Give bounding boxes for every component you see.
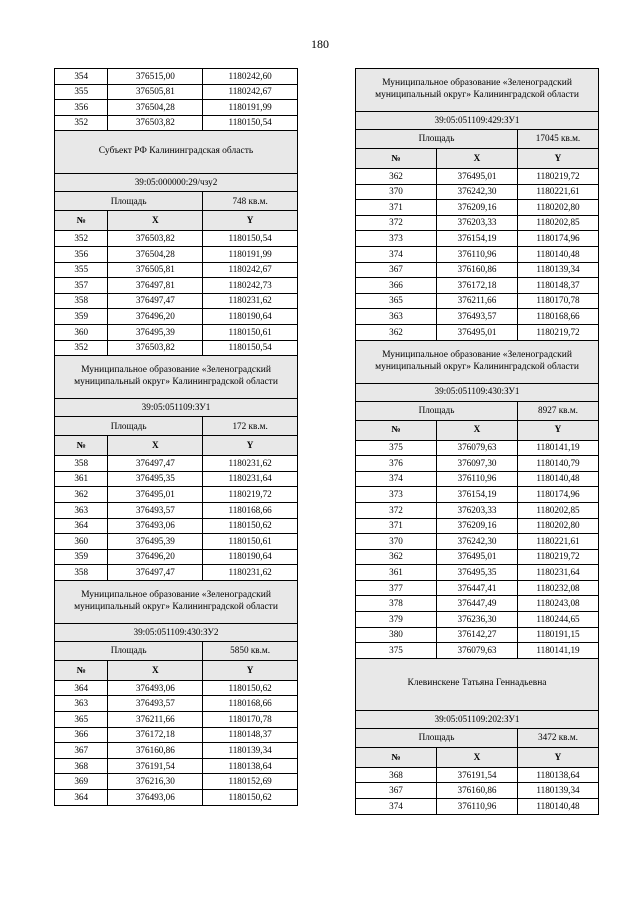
point-number: 362 [55, 487, 108, 503]
coordinate-row [356, 293, 599, 309]
y-coordinate: 1180231,62 [203, 456, 298, 472]
coordinate-row [55, 790, 298, 806]
point-number: 355 [55, 262, 108, 278]
coordinate-row [356, 278, 599, 294]
y-coordinate: 1180140,48 [518, 471, 599, 487]
point-number: 364 [55, 680, 108, 696]
area-row [356, 728, 599, 747]
point-number: 370 [356, 184, 437, 200]
owner-name: Субъект РФ Калининградская область [55, 131, 298, 174]
x-coordinate: 376495,01 [437, 549, 518, 565]
owner-name: Муниципальное образование «Зеленоградский муниципальный округ» Калининградской области [55, 356, 298, 399]
point-number: 376 [356, 456, 437, 472]
cadastral-number: 39:05:051109:202:ЗУ1 [356, 710, 599, 728]
x-coordinate: 376505,81 [108, 84, 203, 100]
point-number: 366 [55, 727, 108, 743]
x-coordinate: 376495,35 [108, 471, 203, 487]
coordinate-row [356, 502, 599, 518]
point-number: 356 [55, 100, 108, 116]
y-coordinate: 1180138,64 [203, 758, 298, 774]
y-coordinate: 1180140,48 [518, 799, 599, 815]
x-coordinate: 376172,18 [437, 278, 518, 294]
x-coordinate: 376503,82 [108, 340, 203, 356]
y-coordinate: 1180190,64 [203, 549, 298, 565]
x-coordinate: 376447,41 [437, 580, 518, 596]
area-value: 17045 кв.м. [518, 130, 599, 149]
point-number: 362 [356, 324, 437, 340]
point-number: 367 [356, 262, 437, 278]
point-number: 358 [55, 293, 108, 309]
x-coordinate: 376497,47 [108, 293, 203, 309]
y-coordinate: 1180150,62 [203, 680, 298, 696]
y-coordinate: 1180139,34 [203, 743, 298, 759]
column-header-row [356, 420, 599, 440]
area-value: 8927 кв.м. [518, 401, 599, 420]
y-coordinate: 1180141,19 [518, 440, 599, 456]
x-coordinate: 376160,86 [437, 783, 518, 799]
x-coordinate: 376211,66 [437, 293, 518, 309]
point-number: 364 [55, 518, 108, 534]
y-coordinate: 1180140,79 [518, 456, 599, 472]
y-coordinate: 1180191,15 [518, 627, 599, 643]
coordinate-row [55, 743, 298, 759]
header-x: X [108, 436, 203, 456]
point-number: 368 [55, 758, 108, 774]
y-coordinate: 1180242,73 [203, 278, 298, 294]
x-coordinate: 376079,63 [437, 440, 518, 456]
y-coordinate: 1180168,66 [203, 502, 298, 518]
x-coordinate: 376191,54 [437, 767, 518, 783]
y-coordinate: 1180231,62 [203, 293, 298, 309]
coordinate-row [356, 231, 599, 247]
area-row [55, 417, 298, 436]
x-coordinate: 376493,57 [108, 502, 203, 518]
point-number: 367 [55, 743, 108, 759]
cadastral-row [55, 399, 298, 417]
point-number: 371 [356, 518, 437, 534]
coordinate-row [55, 502, 298, 518]
header-number: № [356, 420, 437, 440]
page-number: 180 [311, 37, 329, 51]
right-column [355, 68, 599, 815]
x-coordinate: 376211,66 [108, 712, 203, 728]
point-number: 379 [356, 612, 437, 628]
coordinate-row [356, 169, 599, 185]
coordinate-row [55, 309, 298, 325]
owner-name: Муниципальное образование «Зеленоградский муниципальный округ» Калининградской области [55, 580, 298, 623]
coordinate-row [356, 767, 599, 783]
x-coordinate: 376496,20 [108, 549, 203, 565]
y-coordinate: 1180148,37 [203, 727, 298, 743]
owner-row [55, 356, 298, 399]
y-coordinate: 1180174,96 [518, 231, 599, 247]
header-number: № [55, 211, 108, 231]
coordinate-row [356, 799, 599, 815]
y-coordinate: 1180140,48 [518, 246, 599, 262]
coordinate-row [356, 324, 599, 340]
coordinate-row [55, 774, 298, 790]
y-coordinate: 1180219,72 [518, 169, 599, 185]
point-number: 373 [356, 487, 437, 503]
coordinate-row [55, 456, 298, 472]
x-coordinate: 376505,81 [108, 262, 203, 278]
coordinate-row [356, 309, 599, 325]
cadastral-row [356, 383, 599, 401]
x-coordinate: 376203,33 [437, 502, 518, 518]
area-label: Площадь [55, 192, 203, 211]
y-coordinate: 1180242,60 [203, 69, 298, 85]
x-coordinate: 376497,47 [108, 456, 203, 472]
right-table [355, 68, 599, 815]
owner-row [356, 658, 599, 710]
header-x: X [437, 420, 518, 440]
point-number: 360 [55, 534, 108, 550]
point-number: 375 [356, 440, 437, 456]
coordinate-row [55, 262, 298, 278]
point-number: 372 [356, 502, 437, 518]
header-x: X [108, 211, 203, 231]
x-coordinate: 376447,49 [437, 596, 518, 612]
cadastral-number: 39:05:051109:429:ЗУ1 [356, 112, 599, 130]
point-number: 377 [356, 580, 437, 596]
coordinate-row [356, 580, 599, 596]
y-coordinate: 1180242,67 [203, 262, 298, 278]
point-number: 368 [356, 767, 437, 783]
point-number: 362 [356, 169, 437, 185]
coordinate-row [356, 487, 599, 503]
y-coordinate: 1180174,96 [518, 487, 599, 503]
owner-name: Муниципальное образование «Зеленоградский муниципальный округ» Калининградской области [356, 69, 599, 112]
point-number: 352 [55, 115, 108, 131]
owner-row [55, 580, 298, 623]
coordinate-row [356, 262, 599, 278]
point-number: 374 [356, 246, 437, 262]
point-number: 361 [356, 565, 437, 581]
x-coordinate: 376203,33 [437, 215, 518, 231]
point-number: 374 [356, 799, 437, 815]
y-coordinate: 1180139,34 [518, 783, 599, 799]
coordinate-row [55, 727, 298, 743]
x-coordinate: 376209,16 [437, 200, 518, 216]
y-coordinate: 1180148,37 [518, 278, 599, 294]
owner-row [356, 69, 599, 112]
header-y: Y [518, 149, 599, 169]
point-number: 358 [55, 565, 108, 581]
point-number: 356 [55, 246, 108, 262]
header-y: Y [203, 211, 298, 231]
area-label: Площадь [356, 130, 518, 149]
area-row [356, 130, 599, 149]
point-number: 357 [55, 278, 108, 294]
area-row [55, 641, 298, 660]
coordinate-row [356, 200, 599, 216]
point-number: 366 [356, 278, 437, 294]
column-header-row [55, 660, 298, 680]
point-number: 365 [356, 293, 437, 309]
x-coordinate: 376493,06 [108, 790, 203, 806]
header-y: Y [203, 436, 298, 456]
y-coordinate: 1180231,64 [203, 471, 298, 487]
point-number: 373 [356, 231, 437, 247]
y-coordinate: 1180150,62 [203, 790, 298, 806]
y-coordinate: 1180152,69 [203, 774, 298, 790]
x-coordinate: 376504,28 [108, 246, 203, 262]
coordinate-row [55, 69, 298, 85]
x-coordinate: 376495,35 [437, 565, 518, 581]
area-value: 172 кв.м. [203, 417, 298, 436]
column-header-row [356, 149, 599, 169]
coordinate-row [356, 643, 599, 659]
header-number: № [55, 660, 108, 680]
x-coordinate: 376242,30 [437, 534, 518, 550]
x-coordinate: 376493,06 [108, 680, 203, 696]
x-coordinate: 376209,16 [437, 518, 518, 534]
area-row [55, 192, 298, 211]
coordinate-row [55, 758, 298, 774]
x-coordinate: 376503,82 [108, 115, 203, 131]
owner-name: Клевинскене Татьяна Геннадьевна [356, 658, 599, 710]
x-coordinate: 376097,30 [437, 456, 518, 472]
x-coordinate: 376154,19 [437, 487, 518, 503]
point-number: 371 [356, 200, 437, 216]
coordinate-row [55, 518, 298, 534]
area-row [356, 401, 599, 420]
column-header-row [55, 211, 298, 231]
x-coordinate: 376495,01 [437, 324, 518, 340]
x-coordinate: 376495,39 [108, 534, 203, 550]
cadastral-row [356, 710, 599, 728]
coordinate-row [55, 324, 298, 340]
x-coordinate: 376110,96 [437, 799, 518, 815]
coordinate-row [55, 115, 298, 131]
y-coordinate: 1180150,61 [203, 534, 298, 550]
cadastral-number: 39:05:051109:430:ЗУ1 [356, 383, 599, 401]
left-table [54, 68, 298, 806]
coordinate-row [356, 456, 599, 472]
x-coordinate: 376493,57 [437, 309, 518, 325]
y-coordinate: 1180232,08 [518, 580, 599, 596]
point-number: 365 [55, 712, 108, 728]
point-number: 359 [55, 309, 108, 325]
coordinate-row [356, 783, 599, 799]
x-coordinate: 376242,30 [437, 184, 518, 200]
y-coordinate: 1180150,54 [203, 231, 298, 247]
coordinate-row [55, 84, 298, 100]
coordinate-row [55, 534, 298, 550]
cadastral-row [55, 623, 298, 641]
point-number: 378 [356, 596, 437, 612]
x-coordinate: 376154,19 [437, 231, 518, 247]
y-coordinate: 1180138,64 [518, 767, 599, 783]
x-coordinate: 376495,01 [108, 487, 203, 503]
y-coordinate: 1180219,72 [518, 324, 599, 340]
header-number: № [356, 149, 437, 169]
y-coordinate: 1180170,78 [203, 712, 298, 728]
x-coordinate: 376495,39 [108, 324, 203, 340]
point-number: 354 [55, 69, 108, 85]
coordinate-row [356, 565, 599, 581]
cadastral-number: 39:05:000000:29/чзу2 [55, 174, 298, 192]
point-number: 352 [55, 340, 108, 356]
coordinate-row [356, 534, 599, 550]
point-number: 362 [356, 549, 437, 565]
y-coordinate: 1180139,34 [518, 262, 599, 278]
header-x: X [108, 660, 203, 680]
y-coordinate: 1180150,61 [203, 324, 298, 340]
coordinate-row [55, 231, 298, 247]
point-number: 360 [55, 324, 108, 340]
coordinate-row [55, 246, 298, 262]
y-coordinate: 1180141,19 [518, 643, 599, 659]
area-value: 3472 кв.м. [518, 728, 599, 747]
coordinate-row [55, 471, 298, 487]
coordinate-row [55, 100, 298, 116]
header-y: Y [518, 747, 599, 767]
coordinate-row [55, 278, 298, 294]
point-number: 359 [55, 549, 108, 565]
area-value: 5850 кв.м. [203, 641, 298, 660]
point-number: 380 [356, 627, 437, 643]
header-number: № [55, 436, 108, 456]
point-number: 358 [55, 456, 108, 472]
coordinate-row [356, 612, 599, 628]
header-x: X [437, 747, 518, 767]
column-header-row [356, 747, 599, 767]
header-number: № [356, 747, 437, 767]
y-coordinate: 1180168,66 [518, 309, 599, 325]
x-coordinate: 376172,18 [108, 727, 203, 743]
x-coordinate: 376503,82 [108, 231, 203, 247]
x-coordinate: 376493,57 [108, 696, 203, 712]
y-coordinate: 1180221,61 [518, 184, 599, 200]
y-coordinate: 1180150,62 [203, 518, 298, 534]
coordinate-row [356, 549, 599, 565]
point-number: 361 [55, 471, 108, 487]
x-coordinate: 376236,30 [437, 612, 518, 628]
y-coordinate: 1180202,80 [518, 200, 599, 216]
y-coordinate: 1180202,85 [518, 215, 599, 231]
x-coordinate: 376515,00 [108, 69, 203, 85]
y-coordinate: 1180202,80 [518, 518, 599, 534]
y-coordinate: 1180150,54 [203, 340, 298, 356]
cadastral-number: 39:05:051109:ЗУ1 [55, 399, 298, 417]
point-number: 363 [356, 309, 437, 325]
coordinate-row [356, 518, 599, 534]
coordinate-row [356, 440, 599, 456]
owner-row [55, 131, 298, 174]
coordinate-row [55, 340, 298, 356]
header-y: Y [203, 660, 298, 680]
x-coordinate: 376110,96 [437, 246, 518, 262]
owner-row [356, 340, 599, 383]
y-coordinate: 1180231,62 [203, 565, 298, 581]
coordinate-row [356, 184, 599, 200]
column-header-row [55, 436, 298, 456]
point-number: 355 [55, 84, 108, 100]
cadastral-row [55, 174, 298, 192]
coordinate-row [55, 549, 298, 565]
cadastral-row [356, 112, 599, 130]
coordinate-row [356, 246, 599, 262]
coordinate-row [356, 596, 599, 612]
area-label: Площадь [55, 417, 203, 436]
x-coordinate: 376160,86 [437, 262, 518, 278]
coordinate-row [55, 487, 298, 503]
point-number: 375 [356, 643, 437, 659]
x-coordinate: 376504,28 [108, 100, 203, 116]
point-number: 364 [55, 790, 108, 806]
x-coordinate: 376493,06 [108, 518, 203, 534]
y-coordinate: 1180219,72 [518, 549, 599, 565]
y-coordinate: 1180191,99 [203, 100, 298, 116]
coordinate-row [356, 471, 599, 487]
header-x: X [437, 149, 518, 169]
y-coordinate: 1180150,54 [203, 115, 298, 131]
y-coordinate: 1180170,78 [518, 293, 599, 309]
coordinate-row [356, 627, 599, 643]
cadastral-number: 39:05:051109:430:ЗУ2 [55, 623, 298, 641]
area-value: 748 кв.м. [203, 192, 298, 211]
point-number: 363 [55, 502, 108, 518]
point-number: 363 [55, 696, 108, 712]
coordinate-row [55, 712, 298, 728]
coordinate-row [55, 696, 298, 712]
point-number: 370 [356, 534, 437, 550]
x-coordinate: 376497,47 [108, 565, 203, 581]
coordinate-row [356, 215, 599, 231]
x-coordinate: 376160,86 [108, 743, 203, 759]
x-coordinate: 376110,96 [437, 471, 518, 487]
owner-name: Муниципальное образование «Зеленоградский муниципальный округ» Калининградской области [356, 340, 599, 383]
y-coordinate: 1180231,64 [518, 565, 599, 581]
y-coordinate: 1180190,64 [203, 309, 298, 325]
y-coordinate: 1180243,08 [518, 596, 599, 612]
x-coordinate: 376496,20 [108, 309, 203, 325]
x-coordinate: 376497,81 [108, 278, 203, 294]
point-number: 374 [356, 471, 437, 487]
coordinate-row [55, 680, 298, 696]
header-y: Y [518, 420, 599, 440]
point-number: 372 [356, 215, 437, 231]
y-coordinate: 1180219,72 [203, 487, 298, 503]
point-number: 352 [55, 231, 108, 247]
coordinate-row [55, 565, 298, 581]
left-column [54, 68, 298, 806]
point-number: 369 [55, 774, 108, 790]
area-label: Площадь [55, 641, 203, 660]
y-coordinate: 1180221,61 [518, 534, 599, 550]
point-number: 367 [356, 783, 437, 799]
y-coordinate: 1180202,85 [518, 502, 599, 518]
y-coordinate: 1180244,65 [518, 612, 599, 628]
coordinate-row [55, 293, 298, 309]
area-label: Площадь [356, 728, 518, 747]
x-coordinate: 376216,30 [108, 774, 203, 790]
x-coordinate: 376191,54 [108, 758, 203, 774]
area-label: Площадь [356, 401, 518, 420]
y-coordinate: 1180242,67 [203, 84, 298, 100]
y-coordinate: 1180168,66 [203, 696, 298, 712]
x-coordinate: 376079,63 [437, 643, 518, 659]
y-coordinate: 1180191,99 [203, 246, 298, 262]
x-coordinate: 376142,27 [437, 627, 518, 643]
x-coordinate: 376495,01 [437, 169, 518, 185]
